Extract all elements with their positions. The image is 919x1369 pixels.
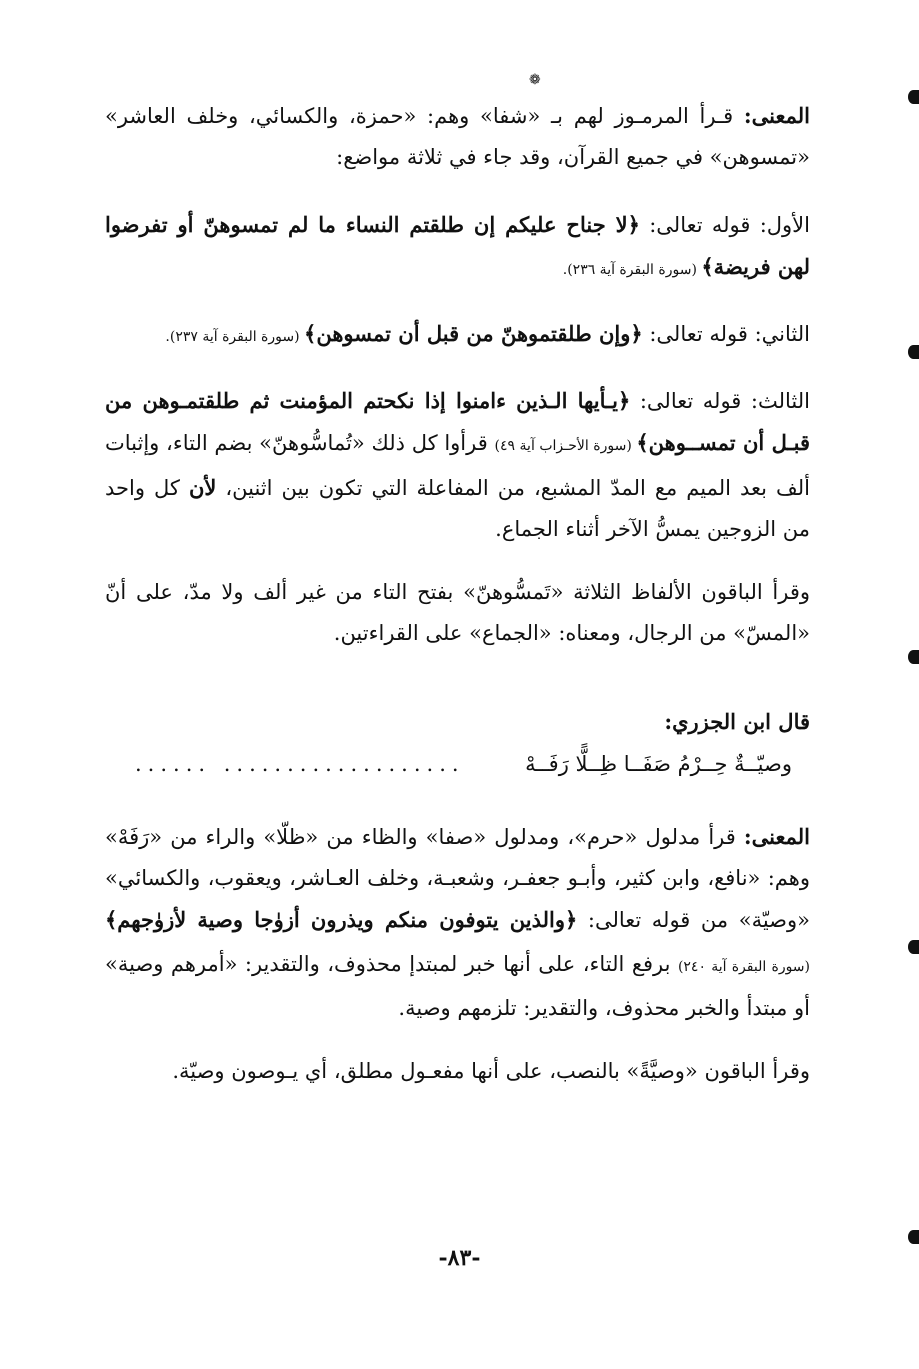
paragraph-text: برفع التاء، على أنها خبر لمبتدإ محذوف، والتقدير: «أمرهم وصية» أو مبتدأ والخبر محذوف، والتقدير: تلزمهم وصية. [105,952,810,1020]
top-ornament: ❁ [529,72,541,88]
verse-reference: (سورة البقرة آية ٢٣٧). [165,329,305,345]
poem-verse: وصيّــةٌ حِــرْمُ صَفَــا ظِــلًّا رَفَــهْ [525,752,792,776]
page-number: -٨٣- [438,1245,481,1271]
poem-dots: ................... ...... [135,752,465,776]
paragraph-text: قرأ مدلول «حرم»، ومدلول «صفا» والظاء من «ظلّا» والراء من «رَفَهْ» وهم: «نافع، وابن كثير، وأبـو جعفـر، وشعبـة، وخلف العـاشر، ويعقوب، والكسائي» «وصيّة» من قوله تعالى: [105,825,810,932]
paragraph-text: قرأوا كل ذلك «تُماسُّوهنّ» بضم التاء، وإثبات ألف بعد الميم مع المدّ المشبع، من المفاعلة التي تكون بين اثنين، [105,431,810,500]
meaning-label: المعنى: [743,824,810,849]
quran-verse: ﴿يـأيها الـذين ءامنوا إذا نكحتم المؤمنت ثم طلقتمـوهن من قبـل أن تمســوهن﴾ [105,388,810,455]
paragraph-meaning-2 [105,816,810,1029]
paragraph-first-place [105,204,810,291]
verse-reference: (سورة البقرة آية ٢٤٠) [677,959,811,975]
paragraph-lead: الثاني: قوله تعالى: [642,322,810,346]
paragraph-lead: الثالث: قوله تعالى: [630,389,810,413]
paragraph-third-place [105,380,810,550]
meaning-label: المعنى: [743,103,810,128]
bold-word: لأن [188,475,217,500]
verse-reference: (سورة الأحـزاب آية ٤٩) [494,438,637,454]
edge-mark [908,650,919,664]
edge-mark [908,345,919,359]
quran-verse: ﴿وإن طلقتموهنّ من قبل أن تمسوهن﴾ [304,321,643,346]
paragraph-text: كل واحد من الزوجين يمسُّ الآخر أثناء الجماع. [105,476,810,541]
edge-mark [908,90,919,104]
page-body [105,95,810,1092]
paragraph-meaning-1 [105,95,810,178]
quran-verse: ﴿والذين يتوفون منكم ويذرون أزوٰجا وصية لأزوٰجهم﴾ [105,907,578,932]
section-heading: قال ابن الجزري: [664,709,810,734]
poem-verse-row [105,742,810,786]
paragraph-text: قـرأ المرمـوز لهم بـ «شفا» وهم: «حمزة، والكسائي، وخلف العاشر» «تمسوهن» في جميع القرآن، وقد جاء في ثلاثة مواضع: [105,104,810,169]
edge-mark [908,1230,919,1244]
edge-mark [908,940,919,954]
paragraph-second-place [105,313,810,358]
verse-reference: (سورة البقرة آية ٢٣٦). [562,262,702,278]
paragraph-lead: الأول: قوله تعالى: [639,213,810,237]
paragraph-remaining-readers-2: وقرأ الباقون «وصيَّةً» بالنصب، على أنها مفعـول مطلق، أي يـوصون وصيّة. [172,1059,810,1083]
paragraph-remaining-readers: وقرأ الباقون الألفاظ الثلاثة «تَمسُّوهنّ» بفتح التاء من غير ألف ولا مدّ، على أنّ «المسّ» من الرجال، ومعناه: «الجماع» على القراءتين. [105,580,810,645]
quran-verse: ﴿لا جناح عليكم إن طلقتم النساء ما لم تمسوهنّ أو تفرضوا لهن فريضة﴾ [105,212,810,279]
